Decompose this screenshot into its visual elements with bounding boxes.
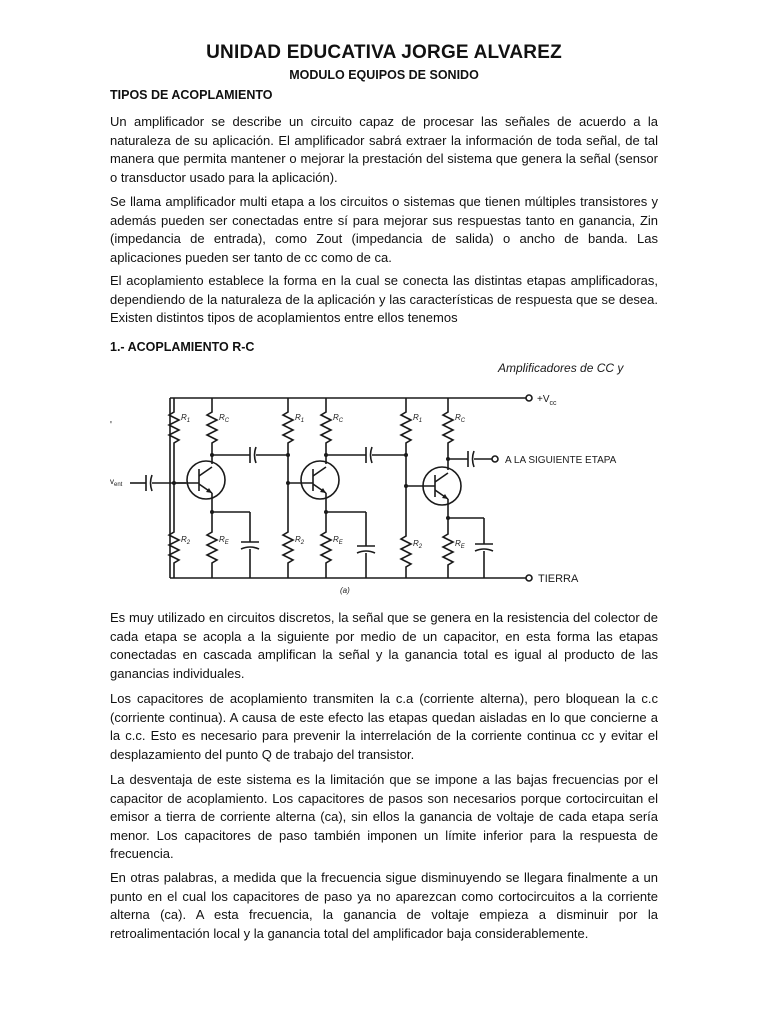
paragraph-intro-3: El acoplamiento establece la forma en la cual se conecta las distintas etapas amplificadoras, dependiendo de la naturaleza de la aplicación y las características de respuesta que se desea. Existen distintos tipos de acoplamientos entre ellos tenemos bbox=[110, 273, 658, 325]
rc-coupling-circuit-figure bbox=[108, 358, 638, 598]
resistor-r1-stage-3 bbox=[401, 406, 411, 448]
coupling-capacitor-1-2 bbox=[250, 447, 256, 463]
svg-text:R1: $R_1$ bbox=[413, 413, 423, 424]
figure-caption: Amplificadores de CC y bbox=[498, 361, 624, 375]
svg-text:R1: $R_1$ bbox=[181, 413, 191, 424]
bypass-capacitor-stage-3 bbox=[475, 544, 493, 551]
svg-text:R1: $R_1$ bbox=[295, 413, 305, 424]
paragraph-body-3: La desventaja de este sistema es la limitación que se impone a las bajas frecuencias por el capacitor de acoplamiento. Los capacitores de pasos son necesarios porque cortocircuitan el emisor a tierra de corriente alterna (ca), sin ellos la ganancia de voltaje de cada etapa sería menor. Los capacitores de paso también imponen un límite inferior para la respuesta de frecuencia. bbox=[110, 772, 658, 861]
amplifier-stage-2 bbox=[283, 398, 406, 578]
vcc-terminal bbox=[526, 395, 532, 401]
section-heading: TIPOS DE ACOPLAMIENTO bbox=[110, 88, 273, 102]
resistor-re-stage-2 bbox=[321, 526, 331, 568]
edge-mark: ' bbox=[110, 420, 112, 431]
output-coupling-capacitor bbox=[468, 451, 474, 467]
amplifier-stage-1 bbox=[169, 398, 288, 578]
svg-text:RC: $R_C$ bbox=[455, 413, 466, 424]
paragraph-body-4: En otras palabras, a medida que la frecuencia sigue disminuyendo se llegara finalmente a un punto en el cual los capacitores de paso ya no aparezcan como cortocircuitos a la corriente alterna (ca). A esta frecuencia, la ganancia de voltaje empieza a disminuir por la retroalimentación local y la ganancia total del amplificador baja considerablemente. bbox=[110, 870, 658, 941]
paragraph-intro-2: Se llama amplificador multi etapa a los circuitos o sistemas que tienen múltiples transistores y además pueden ser conectadas entre sí para mejorar sus respuestas tanto en ganancia, Zin (impedancia de entrada), como Zout (impedancia de salida) o ancho de banda. Las aplicaciones pueden ser tanto de cc como de ca. bbox=[110, 194, 658, 265]
bypass-capacitor-stage-1 bbox=[241, 542, 259, 549]
figure-part-label: (a) bbox=[340, 586, 350, 595]
transistor-stage-2 bbox=[301, 461, 339, 499]
svg-text:RE: $R_E$ bbox=[219, 535, 229, 546]
next-stage-label: A LA SIGUIENTE ETAPA bbox=[505, 455, 617, 466]
resistor-rc-stage-2 bbox=[321, 406, 331, 448]
input-label: $v_{ent}$ bbox=[110, 477, 123, 488]
resistor-rc-stage-3 bbox=[443, 406, 453, 448]
resistor-r2-stage-2 bbox=[283, 526, 293, 568]
svg-text:RC: $R_C$ bbox=[333, 413, 344, 424]
ground-terminal bbox=[526, 575, 532, 581]
amplifier-stage-3 bbox=[401, 398, 617, 578]
input-coupling-capacitor bbox=[146, 475, 152, 491]
circuit-diagram bbox=[108, 358, 638, 598]
resistor-r1-stage-2 bbox=[283, 406, 293, 448]
ground-label: TIERRA bbox=[538, 573, 579, 585]
output-terminal bbox=[492, 456, 498, 462]
svg-text:R2: $R_2$ bbox=[295, 535, 305, 546]
paragraph-body-2: Los capacitores de acoplamiento transmiten la c.a (corriente alterna), pero bloquean la c.c (corriente continua). A causa de este efecto las etapas quedan aisladas en lo que concierne a la c.c. Esto es necesario para prevenir la interrelación de la corriente continua cc y evitar el desplazamiento del punto Q de trabajo del transistor. bbox=[110, 691, 658, 762]
coupling-capacitor-2-3 bbox=[366, 447, 372, 463]
document-title: UNIDAD EDUCATIVA JORGE ALVAREZ bbox=[206, 42, 562, 63]
paragraph-body-1: Es muy utilizado en circuitos discretos, la señal que se genera en la resistencia del colector de cada etapa se acopla a la siguiente por medio de un capacitor, en esta forma las etapas conectadas en cascada amplifican la señal y la ganancia total es igual al producto de las ganancias individuales. bbox=[110, 610, 658, 681]
resistor-re-stage-3 bbox=[443, 528, 453, 570]
subsection-heading: 1.- ACOPLAMIENTO R-C bbox=[110, 340, 255, 354]
transistor-stage-1 bbox=[187, 461, 225, 499]
bypass-capacitor-stage-2 bbox=[357, 546, 375, 553]
svg-text:R2: $R_2$ bbox=[413, 539, 423, 550]
document-subtitle: MODULO EQUIPOS DE SONIDO bbox=[289, 68, 479, 82]
svg-text:RE: $R_E$ bbox=[455, 539, 465, 550]
resistor-rc-stage-1 bbox=[207, 406, 217, 448]
vcc-label: $+V_{cc}$ bbox=[537, 394, 557, 407]
svg-text:RC: $R_C$ bbox=[219, 413, 230, 424]
resistor-r2-stage-3 bbox=[401, 530, 411, 572]
resistor-re-stage-1 bbox=[207, 526, 217, 568]
svg-text:RE: $R_E$ bbox=[333, 535, 343, 546]
svg-text:R2: $R_2$ bbox=[181, 535, 191, 546]
paragraph-intro-1: Un amplificador se describe un circuito capaz de procesar las señales de acuerdo a la naturaleza de su aplicación. El amplificador sabrá extraer la información de toda señal, de tal manera que permita mantener o mejorar la prestación del sistema que genera la señal (sensor o transductor usado para la aplicación). bbox=[110, 114, 658, 185]
